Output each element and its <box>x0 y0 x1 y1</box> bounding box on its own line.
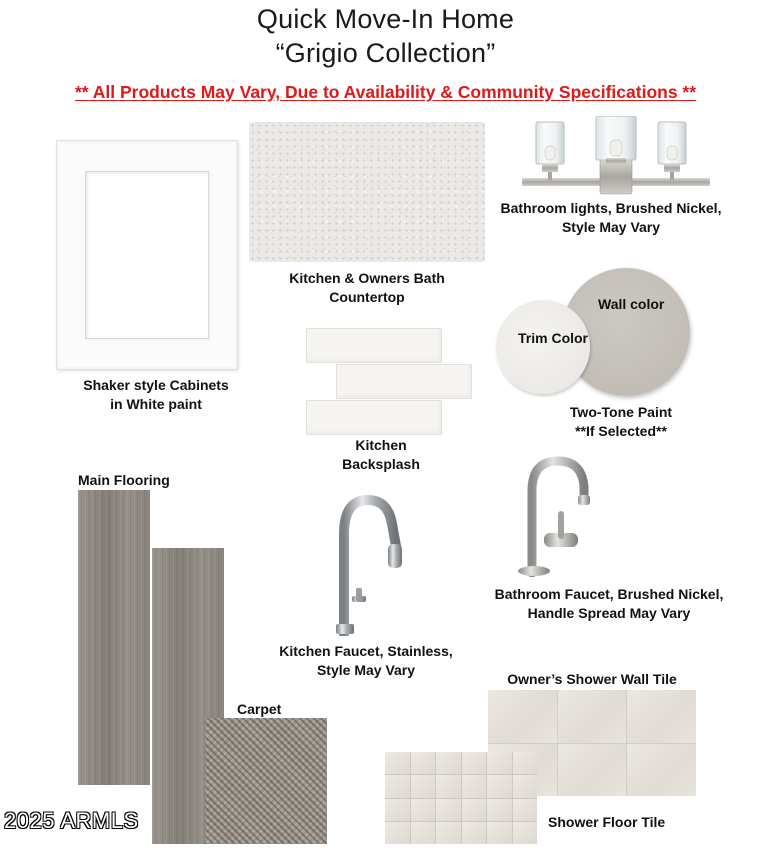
kitchen-faucet-caption: Kitchen Faucet, Stainless, Style May Vary <box>279 643 453 678</box>
bathroom-lights-caption: Bathroom lights, Brushed Nickel, Style May Vary <box>500 200 722 235</box>
main-flooring-label: Main Flooring <box>78 472 170 488</box>
shower-wall-tile-label: Owner’s Shower Wall Tile <box>507 671 677 687</box>
availability-warning: ** All Products May Vary, Due to Availability & Community Specifications ** <box>74 82 697 102</box>
bathroom-faucet-image <box>510 455 600 577</box>
countertop-swatch <box>249 122 485 262</box>
carpet-label: Carpet <box>237 701 282 717</box>
paint-caption: Two-Tone Paint **If Selected** <box>569 404 673 439</box>
page-title: Quick Move-In Home <box>256 4 515 34</box>
trim-paint-swatch <box>496 300 590 394</box>
countertop-caption: Kitchen & Owners Bath Countertop <box>289 270 445 305</box>
kitchen-faucet-image <box>326 494 406 636</box>
bathroom-light-fixture-image <box>516 116 716 198</box>
cabinets-caption: Shaker style Cabinets in White paint <box>83 377 229 412</box>
collection-name: “Grigio Collection” <box>275 38 496 68</box>
copyright-watermark: 2025 ARMLS <box>4 808 139 833</box>
shower-floor-tile-swatch <box>385 752 537 844</box>
wall-color-label: Wall color <box>598 296 665 312</box>
bathroom-faucet-caption: Bathroom Faucet, Brushed Nickel, Handle Spread May Vary <box>494 586 724 621</box>
carpet-swatch <box>205 718 327 844</box>
flooring-plank-1 <box>78 490 150 785</box>
shower-floor-tile-label: Shower Floor Tile <box>548 814 666 830</box>
cabinet-door-image <box>56 140 238 370</box>
trim-color-label: Trim Color <box>518 330 589 346</box>
backsplash-tile-image <box>306 328 470 434</box>
backsplash-caption: Kitchen Backsplash <box>342 437 420 472</box>
